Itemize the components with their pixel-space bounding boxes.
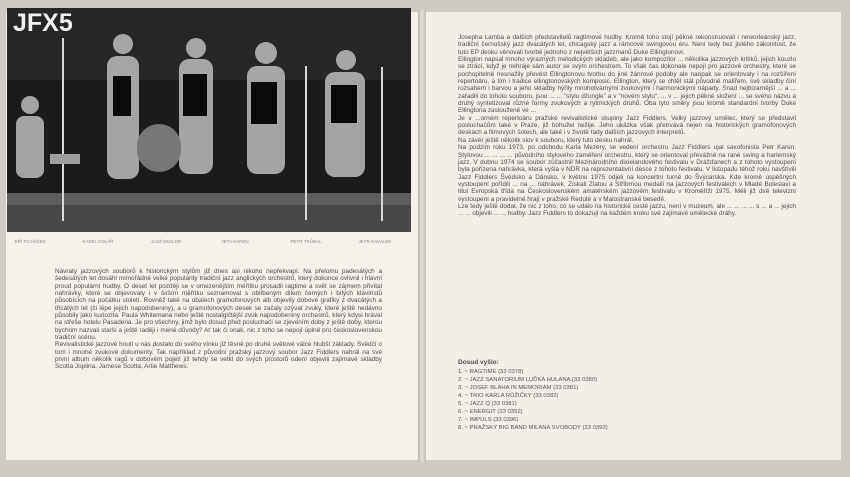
- band-photo: [7, 8, 411, 232]
- track-list-item: 3. ~ JOSEF BLAHA IN MEMORIAM (33 0381): [458, 385, 579, 391]
- track-list-item: 6. ~ ENERGIT (33 0392): [458, 409, 523, 415]
- caption-musician: JIŘÍ TICHÁČEK: [14, 239, 46, 244]
- caption-musician: JAZŽ SKOLER: [150, 239, 182, 244]
- track-list-item: 1. ~ RAGTIME (33 0378): [458, 369, 524, 375]
- left-body-text: Návraty jazzových souborů k historickým stylům již dnes asi nikoho nepřekvapí. Na přelomu padesátých a šedesátých let dosáhl mimořádné velké popularity tradiční jazz anglických orchestrů, který dokonce ovlivnil i hlavní proud populární hudby. O deset let později se v omezenějším měřítku prosadil ragtime a svět se zájmem přivítal nahrávky, které se objevovaly i v širším měřítku seznamoval s oblíbeným dílem černých i bílých klavíristů působících na počátku století. Rovněž také na obalech gramofonových alb objevily dobové grafiky z dvacátých a třicátých let (či lépe jejich napodobeniny), a u gramofonových desek se začaly ozývat zvuky, které ještě nedávno působily jako kuriozita. Paula Whitemana nebo ještě nostalgičtější zvuk napodobeniny orchestrů, který kdysi hrával na střeše hotelu Pasadena. Je pro všechny, jimž bylo dosud před posluchači se zjevením doby z ještě doby, kterou bychom nazvali starší a ještě raději i méně důvody? Ať tak či onak, nic z toho se nepojí úplně pro československou tradiční scénu. Revivalistické jazzové hnutí u nás dostalo do svého vínku již těsně po druhé světové válce hlubší základy. Svědčí o tom i mnohé zvukové dokumenty. Tak například z původní pražský jazzový soubor Jazz Fiddlers nahrál na své první album několik ragů v dobovém pojetí již tehdy se vetkl do svých prostorů odení objevili zajímavé skladby Scotta Joplina, Jamese Scotta, Artie Matthews.: [55, 268, 382, 371]
- booklet-gutter: [418, 10, 426, 462]
- caption-musician: PETR TRŮBÁL: [290, 239, 322, 244]
- track-list-title: Dosud vyšlo:: [458, 359, 499, 366]
- track-list-item: 8. ~ PRAŽSKÝ BIG BAND MILANA SVOBODY (33 0393): [458, 425, 608, 431]
- track-list-item: 5. ~ JAZZ Q (33 0381): [458, 401, 517, 407]
- caption-musician: KAREL KOLÁŘ: [82, 239, 114, 244]
- band-photo-illustration: [7, 8, 411, 232]
- photo-caption-row: [10, 239, 405, 255]
- caption-musician: JETA KAREN: [221, 239, 249, 244]
- track-list-item: 2. ~ JAZZ SANATORIUM LUĎKA HULANA (33 0380): [458, 377, 598, 383]
- caption-musician: JETR KAVÁLEK: [358, 239, 392, 244]
- track-list-item: 4. ~ TRIO KARLA RŮŽIČKY (33 0382): [458, 393, 559, 399]
- track-list-item: 7. ~ IMPULS (33 0396): [458, 417, 519, 423]
- logo-text: JFX5: [13, 9, 73, 37]
- right-body-text: Josepha Lamba a dalších představitelů ragtimové hudby. Kromě toho stojí pěkné rekonstruovali i neworleánský jazz, tradiční černošský jazz dvacátých let, chicagský jazz a rámcově swingovou éru. Není tedy bez jistého zákonitost, že tuto EP desku věnovali tvorbě jednoho z největších jazzmanů Duke Ellingtonovi. Ellington napsal mnoho výrazných melodických skladeb, ale jako kompozitor ... několika jazzových kritiků, jejich kouzlo se ztrácí, když je nehraje sám autor se svým orchestrem. To však čas dokonale nepojí pro jazzové orchestry, které se pochopitelně nesnažily převést Ellingtonovu tvorbu do jiné žánrové podoby ale naopak se orientovaly i na rozšíření repertoáru, a tím i tradice ellingtonovských komposic. Ellington, který se chtěl stát původně malířem, své skladby činí rozsahem i barvou a jeho skladby hýřily mnohotvárnými zvukovými i harmonickými nápady. Snad nejbizarnější ... a ... zařadili do tohoto souboru, jsou ... ... "stylu džungle" a v "novém stylu", ... v ... jejich pěkné složení ... se svého názvu a druhý syntetizoval různé formy zvukových a rytmických druhů. Oba tyto směry jsou kromě standardní tvorby Duke Ellingtona zaslouženě ve ... Je v ...orném repertoáru pražské revivalistické skupiny Jazz Fiddlers. Velký jazzový umělec, který se představil posluchačům také v Praze, již bohužel nežije. Jeho ukázka však přetrvává nejen na historických gramofonových deskách a filmových šotech, ale také i v životě řady dalších jazzových interpretů. Na závěr ještě několik slov k souboru, který tuto desku nahrál. Na podzim roku 1973, po odchodu Karla Mezery, se vedení orchestru Jazz Fiddlers ujal saxofonista Petr Karen. Stylovou ... ... ... ... původního stylového zaměření orchestru, který se orientoval převážně na rané swing a harlemský jazz. V dubnu 1974 se soubor zúčastnil Mezinárodního dixielandového festivalu v Drážďanech a z tohoto vystoupení byla pořízena nahrávka, která vyšla v NDR na reprezentativní desce z tohoto festivalu. V listopadu téhož roku navštívili Jazz Fiddlers Švédsko a Dánsko, v květnu 1975 odjeli na koncertní turné do Švýcarska. Kde kromě úspěšných vystoupení pořídili ... na ... nahrávek. Získali Zlatou a Stříbrnou medaili na jazzových festivalech v Mladé Boleslavi a titul Evropská třída na Československém amatérském jazzovém festivalu v Kroměříži 1975. Měli již dvě televizní vystoupení a pravidelně hrají v pražské Reduté a v Malostranské besedě. Lze tedy ještě dodat, že nic z toho, co se událo na historické cestě jazzu, není v muzeum, ale ... ... ... ... s ... a ... jejich ... ... objevili ... ... hudby. Jazz Fiddlers to dokazují na každém kroku své zajímavé umělecké dráhy.: [458, 34, 796, 218]
